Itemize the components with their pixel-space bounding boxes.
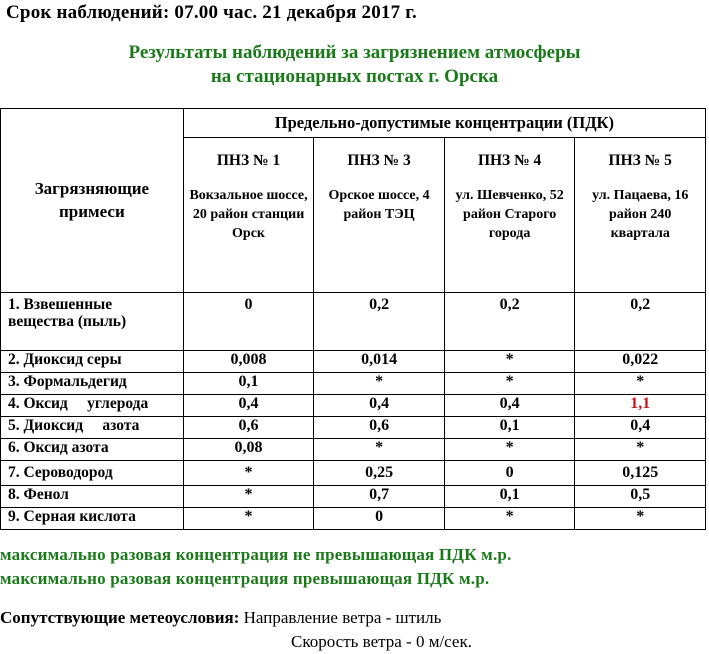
legend-exceeding: максимально разовая концентрация превышающая ПДК м.р.	[0, 569, 490, 588]
value-cell: *	[444, 373, 575, 395]
table-row	[1, 373, 706, 395]
value-cell: 0,4	[444, 395, 575, 417]
table-row	[1, 395, 706, 417]
value-cell: 0,4	[314, 395, 445, 417]
pollutant-name: 2. Диоксид серы	[1, 351, 184, 373]
value-cell: 0,008	[183, 351, 314, 373]
page-title: Результаты наблюдений за загрязнением атмосферы	[128, 42, 581, 63]
pollutant-name: 3. Формальдегид	[1, 373, 184, 395]
value-cell: 0,6	[183, 417, 314, 439]
pollutant-name: 7. Сероводород	[1, 461, 184, 486]
post-header	[183, 138, 314, 293]
post-name: ПНЗ № 3	[347, 152, 411, 169]
value-cell: *	[575, 373, 706, 395]
pollutant-column-header: Загрязняющие примеси	[1, 109, 184, 293]
value-cell: 0,6	[314, 417, 445, 439]
value-cell: 0,1	[444, 486, 575, 508]
value-cell: 0,2	[314, 293, 445, 351]
value-cell: *	[183, 508, 314, 530]
value-cell: 0,022	[575, 351, 706, 373]
value-cell: *	[575, 439, 706, 461]
value-cell: 0,1	[444, 417, 575, 439]
value-cell: 0,25	[314, 461, 445, 486]
value-cell: 0,7	[314, 486, 445, 508]
value-cell: 0,08	[183, 439, 314, 461]
post-header	[444, 138, 575, 293]
post-header	[314, 138, 445, 293]
meteo-label: Сопутствующие метеоусловия:	[0, 608, 240, 627]
table-row	[1, 508, 706, 530]
pollutant-name: 6. Оксид азота	[1, 439, 184, 461]
value-cell: 0,2	[575, 293, 706, 351]
value-cell: 0	[314, 508, 445, 530]
value-cell: 0,4	[183, 395, 314, 417]
wind-speed: Скорость ветра - 0 м/сек.	[291, 632, 472, 651]
post-address: Вокзальное шоссе, 20 район станции Орск	[189, 188, 308, 241]
value-cell: *	[183, 461, 314, 486]
post-header	[575, 138, 706, 293]
post-address: Орское шоссе, 4 район ТЭЦ	[328, 188, 430, 222]
value-cell: *	[183, 486, 314, 508]
value-cell: 0,014	[314, 351, 445, 373]
value-cell: *	[444, 351, 575, 373]
table-row	[1, 439, 706, 461]
pollution-table	[0, 108, 706, 530]
value-cell: 0,2	[444, 293, 575, 351]
value-cell: 0,5	[575, 486, 706, 508]
pollutant-name: 8. Фенол	[1, 486, 184, 508]
value-cell: 0	[183, 293, 314, 351]
value-cell: 0,1	[183, 373, 314, 395]
pollutant-name: 9. Серная кислота	[1, 508, 184, 530]
table-row	[1, 461, 706, 486]
table-row	[1, 293, 706, 351]
post-address: ул. Шевченко, 52 район Старого города	[455, 188, 564, 241]
pollutant-name: 1. Взвешенные вещества (пыль)	[1, 293, 184, 351]
value-cell: 0	[444, 461, 575, 486]
value-cell: 0,4	[575, 417, 706, 439]
pollutant-name: 5. Диоксид азота	[1, 417, 184, 439]
value-cell: *	[444, 508, 575, 530]
observation-time: Срок наблюдений: 07.00 час. 21 декабря 2017 г.	[6, 2, 417, 23]
pollutant-name: 4. Оксид углерода	[1, 395, 184, 417]
value-cell: 0,125	[575, 461, 706, 486]
value-cell: *	[575, 508, 706, 530]
table-row	[1, 351, 706, 373]
pdk-header: Предельно-допустимые концентрации (ПДК)	[183, 109, 705, 138]
post-name: ПНЗ № 1	[216, 152, 281, 169]
post-address: ул. Пацаева, 16 район 240 квартала	[592, 188, 689, 241]
table-row	[1, 417, 706, 439]
post-name: ПНЗ № 4	[477, 152, 542, 169]
legend-not-exceeding: максимально разовая концентрация не превышающая ПДК м.р.	[0, 545, 512, 564]
value-cell: *	[314, 373, 445, 395]
exceed-value-cell: 1,1	[575, 395, 706, 417]
value-cell: *	[444, 439, 575, 461]
meteo-conditions	[0, 608, 441, 628]
post-name: ПНЗ № 5	[608, 152, 672, 169]
table-row	[1, 486, 706, 508]
value-cell: *	[314, 439, 445, 461]
page-subtitle: на стационарных постах г. Орска	[210, 66, 499, 87]
wind-direction: Направление ветра - штиль	[243, 608, 442, 627]
